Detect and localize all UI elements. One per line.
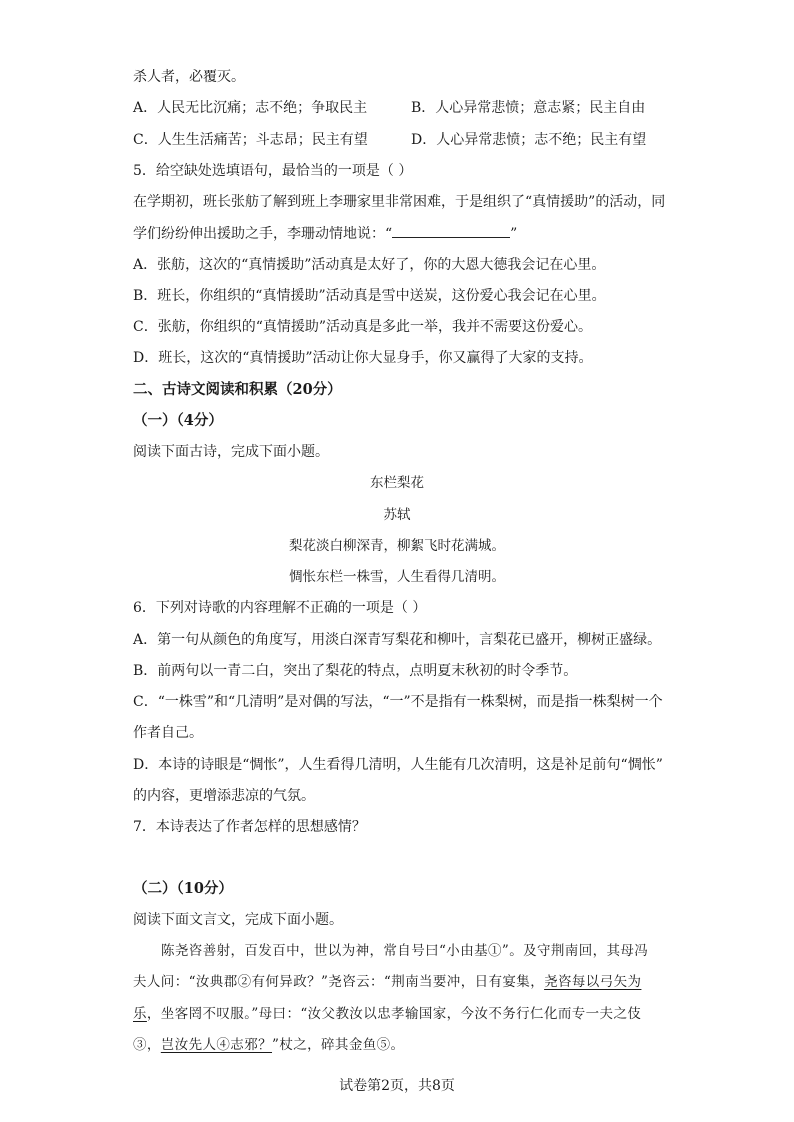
classical-underline-1a: 尧咨每以弓矢为 [544, 974, 642, 990]
section2-title: 二、古诗文阅读和积累（20分） [133, 381, 342, 398]
classical-underline-2: 岂汝先人④志邪？ [160, 1037, 273, 1053]
poem-line-2: 惆怅东栏一株雪，人生看得几清明。 [289, 569, 505, 585]
q6-option-b: B．前两句以一青二白，突出了梨花的特点，点明夏末秋初的时令季节。 [133, 663, 578, 679]
classical-text-line-2-main: 夫人问：“汝典郡②有何异政？”尧咨云：“荆南当要冲，日有宴集， [133, 974, 545, 990]
q5-option-d: D．班长，这次的“真情援助”活动让你大显身手，你又赢得了大家的支持。 [133, 350, 593, 366]
part2-instruction: 阅读下面文言文，完成下面小题。 [133, 912, 343, 928]
page-footer: 试卷第2页，共8页 [339, 1078, 455, 1094]
q6-option-a: A．第一句从颜色的角度写，用淡白深青写梨花和柳叶，言梨花已盛开，柳树正盛绿。 [133, 632, 662, 648]
poem-line-1: 梨花淡白柳深青，柳絮飞时花满城。 [289, 538, 505, 554]
classical-text-line-4-prefix: ③， [133, 1037, 161, 1053]
q5-option-c: C．张舫，你组织的“真情援助”活动真是多此一举，我并不需要这份爱心。 [133, 319, 593, 335]
q7-stem: 7．本诗表达了作者怎样的思想感情？ [133, 819, 366, 835]
poem-author: 苏轼 [383, 507, 411, 523]
q5-context-1: 在学期初，班长张舫了解到班上李珊家里非常困难，于是组织了“真情援助”的活动，同 [133, 194, 666, 210]
q5-context-2-before: 学们纷纷伸出援助之手，李珊动情地说：“ [133, 226, 393, 242]
q6-option-c-line1: C．“一株雪”和“几清明”是对偶的写法，“一”不是指有一株梨树，而是指一株梨树一个 [133, 694, 663, 710]
top-line: 杀人者，必覆灭。 [133, 69, 245, 85]
classical-text-line-2 [133, 972, 641, 992]
q6-option-c-line2: 作者自己。 [133, 725, 203, 741]
poem-title: 东栏梨花 [370, 475, 424, 491]
classical-text-line-4-main: ”杖之，碎其金鱼⑤。 [272, 1037, 405, 1053]
q4-option-d: D．人心异常悲愤；志不绝；民主有望 [411, 132, 647, 148]
q5-context-2 [133, 223, 517, 244]
q4-option-b: B．人心异常悲愤；意志紧；民主自由 [411, 100, 646, 116]
classical-text-line-3-main: ，坐客罔不叹服。”母曰：“汝父教汝以忠孝输国家，今汝不务行仁化而专一夫之伎 [146, 1006, 642, 1022]
q5-stem: 5．给空缺处选填语句，最恰当的一项是（ ） [133, 163, 413, 179]
part1-title: （一）（4分） [133, 412, 223, 429]
part1-instruction: 阅读下面古诗，完成下面小题。 [133, 444, 329, 460]
q4-option-c: C．人生生活痛苦；斗志昂；民主有望 [133, 132, 368, 148]
q4-option-a: A．人民无比沉痛；志不绝；争取民主 [133, 100, 368, 116]
q6-option-d-line1: D．本诗的诗眼是“惆怅”，人生看得几清明，人生能有几次清明，这是补足前句“惆怅” [133, 757, 663, 773]
q6-option-d-line2: 的内容，更增添悲凉的气氛。 [133, 788, 315, 804]
classical-underline-1b: 乐 [133, 1006, 147, 1022]
classical-text-line-3 [133, 1004, 641, 1024]
part2-title: （二）（10分） [133, 880, 233, 897]
q5-context-2-after: ” [510, 226, 518, 242]
q5-answer-blank[interactable] [392, 223, 510, 238]
q6-stem: 6．下列对诗歌的内容理解不正确的一项是（ ） [133, 600, 427, 616]
q5-option-b: B．班长，你组织的“真情援助”活动真是雪中送炭，这份爱心我会记在心里。 [133, 288, 606, 304]
classical-text-line-4 [133, 1035, 404, 1055]
q5-option-a: A．张舫，这次的“真情援助”活动真是太好了，你的大恩大德我会记在心里。 [133, 257, 606, 273]
classical-text-line-1: 陈尧咨善射，百发百中，世以为神，常自号曰“小由基①”。及守荆南回，其母冯 [161, 943, 649, 959]
